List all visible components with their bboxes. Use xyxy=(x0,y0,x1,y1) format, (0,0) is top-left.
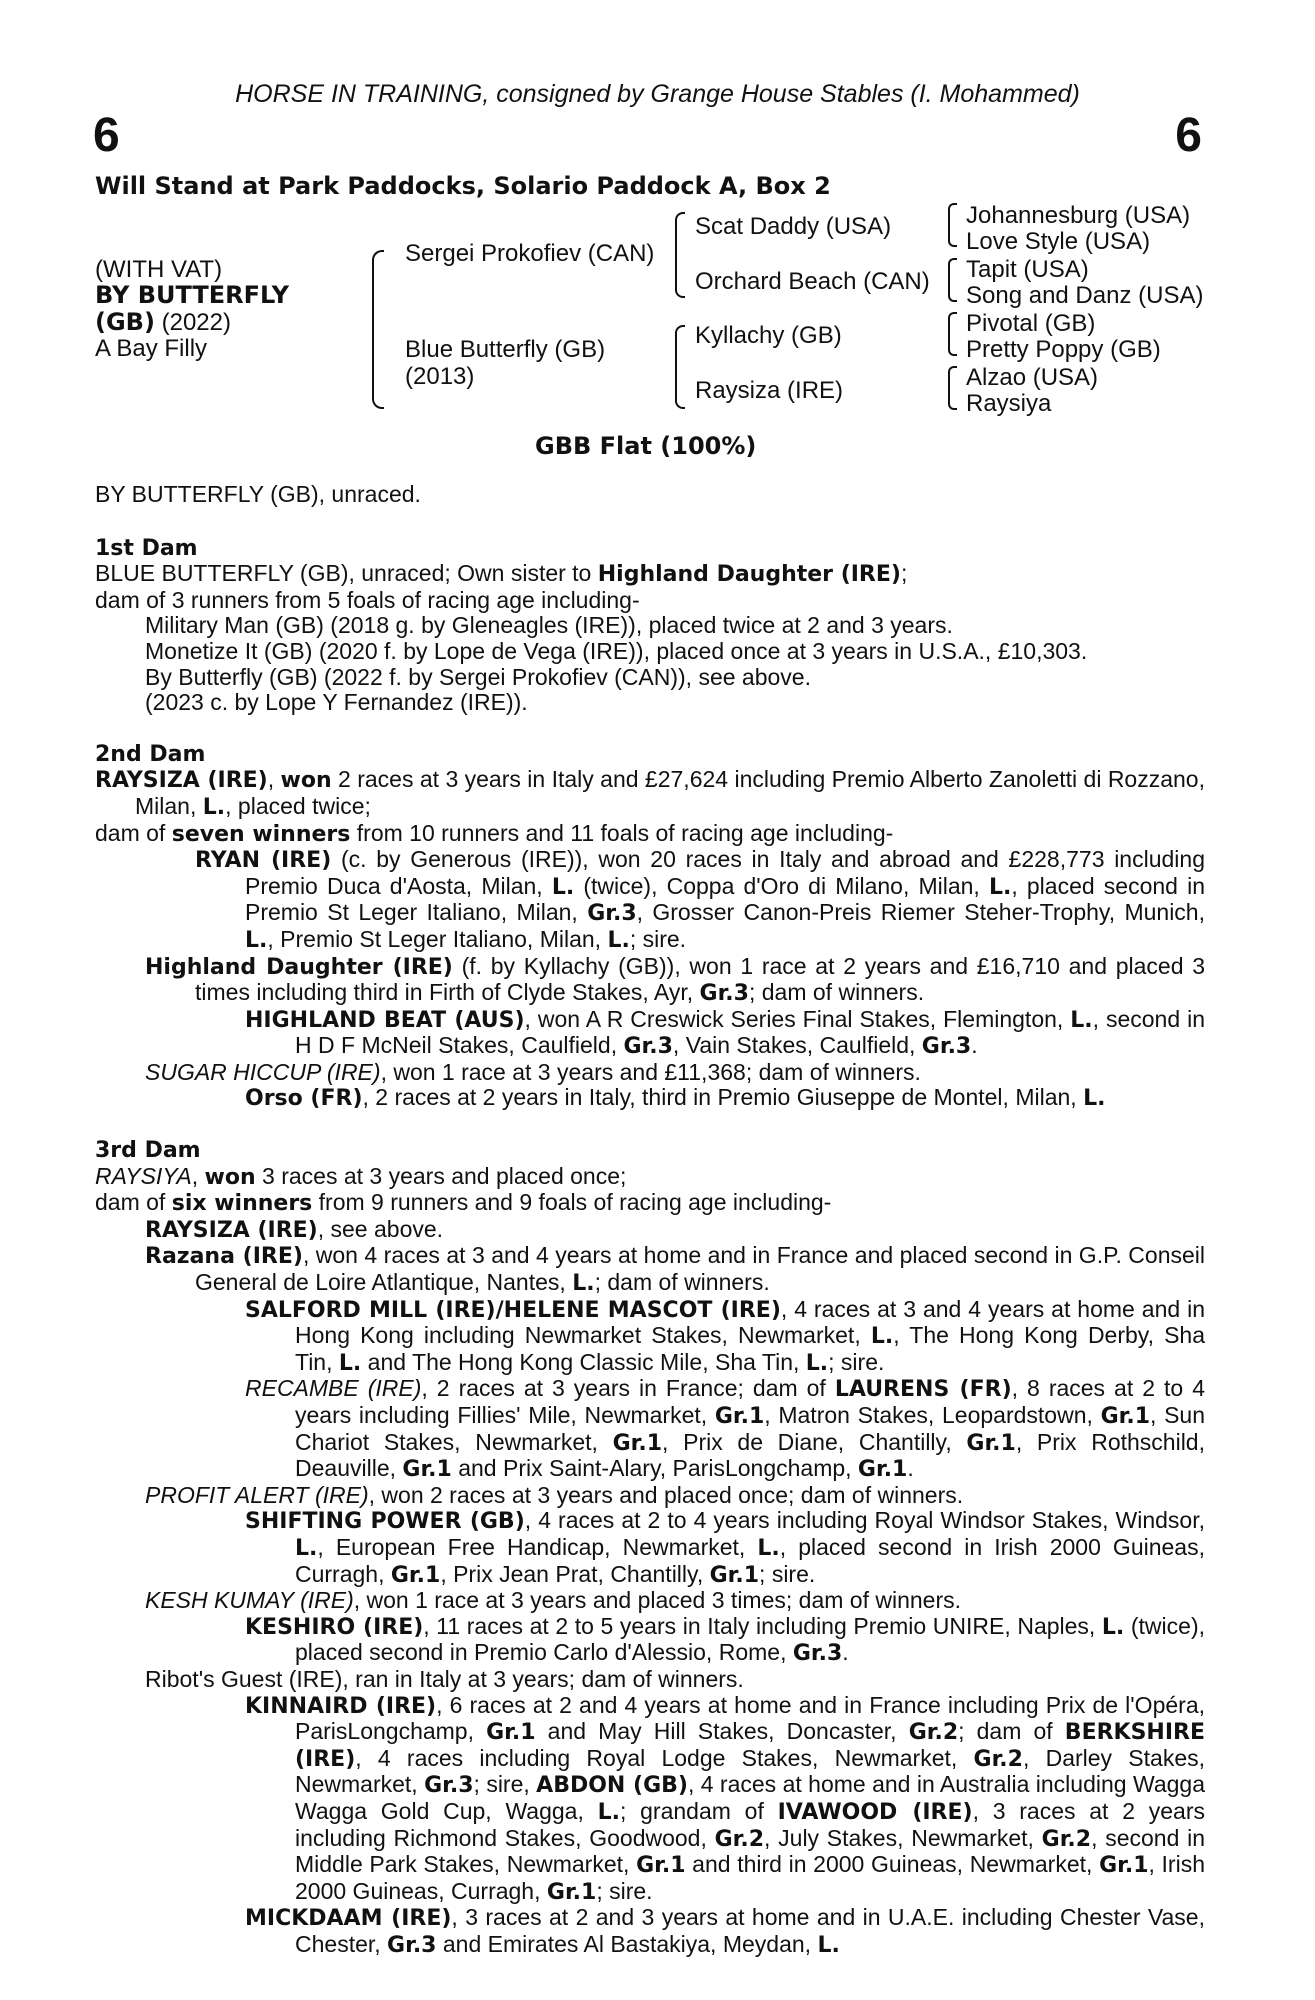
produce-salford-mill xyxy=(95,1297,1205,1377)
horse-origin-year xyxy=(95,308,231,337)
t: , placed second in Premio St Leger Italiano, Milan, xyxy=(245,872,1205,926)
pedigree-brace-2a xyxy=(675,212,685,298)
t: L. xyxy=(338,1350,362,1376)
t: , The Hong Kong Derby, Sha Tin, xyxy=(295,1322,1206,1375)
t: 3 races at 3 years and placed once; xyxy=(255,1162,627,1189)
t: Gr.1 xyxy=(402,1457,452,1483)
pedigree-dam-year: (2013) xyxy=(405,363,475,390)
produce-sugar-hiccup xyxy=(95,1060,1205,1086)
pedigree-g6: Pretty Poppy (GB) xyxy=(966,336,1161,363)
produce-recambe xyxy=(95,1376,1205,1482)
t: SHIFTING POWER (GB) xyxy=(245,1509,525,1535)
t: , 4 races at 3 and 4 years at home and in Hong Kong including Newmarket Stakes, Newmarket, xyxy=(295,1295,1205,1349)
t: KESHIRO (IRE) xyxy=(245,1614,424,1640)
t: HIGHLAND BEAT (AUS) xyxy=(245,1007,525,1033)
t: L. xyxy=(988,874,1012,900)
t: Highland Daughter (IRE) xyxy=(145,954,453,980)
t: , Sun Chariot Stakes, Newmarket, xyxy=(295,1402,1205,1455)
t: Gr.1 xyxy=(390,1562,441,1588)
t: , second in Middle Park Stakes, Newmarket, xyxy=(295,1824,1205,1878)
consignment-header: HORSE IN TRAINING, consigned by Grange House Stables (I. Mohammed) xyxy=(235,80,1080,108)
t: , Prix Jean Prat, Chantilly, xyxy=(440,1560,710,1587)
t: , placed twice; xyxy=(225,792,371,819)
t: Gr.1 xyxy=(714,1404,765,1429)
produce-highland-beat xyxy=(95,1007,1205,1060)
pedigree-brace-3a xyxy=(948,203,957,247)
t: , won 4 races at 3 and 4 years at home and in France and placed second in G.P. Conseil General de Loire Atlantique, Nantes, xyxy=(195,1242,1206,1296)
t: ; sire. xyxy=(759,1560,816,1587)
pedigree-g7: Alzao (USA) xyxy=(966,364,1099,391)
pedigree-dam-sire: Kyllachy (GB) xyxy=(695,322,842,349)
t: L. xyxy=(870,1324,894,1350)
third-dam-heading: 3rd Dam xyxy=(95,1138,201,1164)
t: SUGAR HICCUP (IRE) xyxy=(145,1058,381,1085)
t: , 6 races at 2 and 4 years at home and in France including Prix de l'Opéra, ParisLongchamp, xyxy=(295,1691,1205,1745)
pedigree-dam: Blue Butterfly (GB) xyxy=(405,336,606,363)
t: ; sire. xyxy=(596,1877,653,1904)
t: PROFIT ALERT (IRE) xyxy=(145,1481,369,1508)
produce-kesh-kumay xyxy=(95,1588,1205,1614)
t: Gr.2 xyxy=(714,1826,765,1852)
t: ; sire, xyxy=(473,1771,537,1798)
t: (twice), Coppa d'Oro di Milano, Milan, xyxy=(574,872,989,899)
t: from 10 runners and 11 foals of racing age including- xyxy=(350,819,894,846)
t: , July Stakes, Newmarket, xyxy=(764,1824,1042,1851)
third-dam-produce xyxy=(95,1190,1205,1217)
pedigree-g8: Raysiya xyxy=(966,390,1052,417)
t: , won 1 race at 3 years and placed 3 times; dam of winners. xyxy=(353,1587,962,1614)
pedigree-g4: Song and Danz (USA) xyxy=(966,282,1204,309)
t: , European Free Handicap, Newmarket, xyxy=(317,1533,758,1560)
t: L. xyxy=(1101,1614,1125,1640)
t: Gr.3 xyxy=(792,1641,843,1667)
t: LAURENS (FR) xyxy=(834,1377,1012,1403)
t: IVAWOOD (IRE) xyxy=(777,1799,973,1825)
dam-name: RAYSIZA (IRE) xyxy=(95,768,268,794)
t: seven winners xyxy=(171,821,351,847)
pedigree-g5: Pivotal (GB) xyxy=(966,310,1096,337)
t: , 3 races at 2 years including Richmond Stakes, Goodwood, xyxy=(295,1797,1205,1851)
t: , Darley Stakes, Newmarket, xyxy=(295,1744,1205,1798)
second-dam-produce xyxy=(95,821,1205,848)
pedigree-brace-2b xyxy=(675,325,685,409)
t: L. xyxy=(607,927,630,953)
t: ; sire. xyxy=(828,1348,885,1375)
t: , xyxy=(191,1162,205,1189)
t: , 4 races at home and in Australia including Wagga Wagga Gold Cup, Wagga, xyxy=(295,1771,1205,1824)
second-dam-line xyxy=(95,767,1205,820)
t: Razana (IRE) xyxy=(145,1244,303,1270)
t: six winners xyxy=(171,1191,313,1217)
t: ; sire. xyxy=(629,925,687,952)
race-record: BY BUTTERFLY (GB), unraced. xyxy=(95,481,421,507)
pedigree-brace-3b xyxy=(948,258,957,302)
t: Gr.3 xyxy=(623,1034,673,1060)
offspring-4: (2023 c. by Lope Y Fernandez (IRE)). xyxy=(145,689,528,716)
produce-raysiza xyxy=(95,1217,1205,1244)
t: MICKDAAM (IRE) xyxy=(245,1906,452,1932)
t: L. xyxy=(551,874,575,900)
produce-highland-daughter xyxy=(95,954,1205,1007)
t: from 9 runners and 9 foals of racing age including- xyxy=(312,1189,832,1216)
t: , 3 races at 2 and 3 years at home and in U.A.E. including Chester Vase, Chester, xyxy=(295,1904,1205,1957)
t: L. xyxy=(245,927,268,953)
first-dam-text: BLUE BUTTERFLY (GB), unraced; Own sister to xyxy=(95,560,598,587)
t: ; dam of xyxy=(958,1718,1065,1745)
produce-mickdaam xyxy=(95,1905,1205,1958)
first-dam-punct: ; xyxy=(900,560,908,587)
lot-number-left: 6 xyxy=(93,109,120,162)
t: , won 2 races at 3 years and placed once; dam of winners. xyxy=(368,1481,964,1508)
t: (twice), placed second in Premio Carlo d'Alessio, Rome, xyxy=(295,1612,1205,1666)
t: , placed second in Irish 2000 Guineas, Curragh, xyxy=(295,1533,1205,1587)
t: (f. by Kyllachy (GB)), won 1 race at 2 years and £16,710 and placed 3 times including third in Firth of Clyde Stakes, Ayr, xyxy=(195,952,1205,1006)
t: and May Hill Stakes, Doncaster, xyxy=(535,1718,909,1745)
t: dam of xyxy=(95,819,172,846)
t: SALFORD MILL (IRE)/HELENE MASCOT (IRE) xyxy=(245,1297,781,1323)
pedigree-brace-3d xyxy=(948,366,957,410)
t: Gr.1 xyxy=(486,1720,536,1746)
t: , Vain Stakes, Caulfield, xyxy=(672,1032,922,1059)
pedigree-g1: Johannesburg (USA) xyxy=(966,202,1191,229)
t: (c. by Generous (IRE)), won 20 races in Italy and abroad and £228,773 including Premio Duca d'Aosta, Milan, xyxy=(245,846,1205,899)
t: RYAN (IRE) xyxy=(195,848,332,874)
t: KESH KUMAY (IRE) xyxy=(145,1587,354,1614)
t: L. xyxy=(817,1932,840,1958)
pedigree-dam-dam: Raysiza (IRE) xyxy=(695,377,844,404)
t: RAYSIYA xyxy=(95,1162,192,1189)
stand-location: Will Stand at Park Paddocks, Solario Paddock A, Box 2 xyxy=(95,172,831,200)
pedigree-sire: Sergei Prokofiev (CAN) xyxy=(405,240,655,267)
second-dam-heading: 2nd Dam xyxy=(95,741,206,767)
vat-label: (WITH VAT) xyxy=(95,256,223,283)
offspring-2: Monetize It (GB) (2020 f. by Lope de Vega (IRE)), placed once at 3 years in U.S.A., £10,303. xyxy=(145,637,1088,664)
t: Gr.3 xyxy=(387,1932,437,1958)
t: . xyxy=(971,1032,978,1059)
t: KINNAIRD (IRE) xyxy=(245,1693,437,1719)
t: , Prix de Diane, Chantilly, xyxy=(662,1428,967,1455)
t: , Matron Stakes, Leopardstown, xyxy=(764,1402,1101,1428)
pedigree-g2: Love Style (USA) xyxy=(966,228,1151,255)
first-dam-line xyxy=(95,561,1205,588)
t: , xyxy=(267,766,281,793)
produce-ribots-guest: Ribot's Guest (IRE), ran in Italy at 3 years; dam of winners. xyxy=(145,1665,744,1692)
t: BERKSHIRE (IRE) xyxy=(295,1720,1205,1772)
t: 2 races at 3 years in Italy and £27,624 including Premio Alberto Zanoletti di Rozzano, Milan, xyxy=(135,766,1205,819)
t: Gr.1 xyxy=(546,1879,597,1905)
t: Gr.3 xyxy=(699,981,749,1007)
t: L. xyxy=(202,794,226,820)
pedigree-g3: Tapit (USA) xyxy=(966,256,1089,283)
t: won xyxy=(280,768,332,794)
t: dam of xyxy=(95,1189,172,1216)
horse-description: A Bay Filly xyxy=(95,335,208,362)
horse-origin: (GB) xyxy=(95,308,155,336)
t: Gr.1 xyxy=(1099,1853,1149,1879)
pedigree-sire-sire: Scat Daddy (USA) xyxy=(695,213,892,240)
offspring-1: Military Man (GB) (2018 g. by Gleneagles (IRE)), placed twice at 2 and 3 years. xyxy=(145,612,953,639)
t: , second in H D F McNeil Stakes, Caulfield, xyxy=(295,1005,1205,1059)
t: won xyxy=(204,1164,256,1190)
t: Orso (FR) xyxy=(245,1086,363,1112)
lot-number-right: 6 xyxy=(1175,109,1202,162)
offspring-3: By Butterfly (GB) (2022 f. by Sergei Prokofiev (CAN)), see above. xyxy=(145,663,811,690)
t: L. xyxy=(1083,1086,1106,1112)
t: Gr.1 xyxy=(636,1853,686,1879)
t: , 8 races at 2 to 4 years including Fillies' Mile, Newmarket, xyxy=(295,1375,1205,1428)
t: Gr.2 xyxy=(908,1720,959,1746)
t: , Grosser Canon-Preis Riemer Steher-Trophy, Munich, xyxy=(636,899,1205,926)
t: ABDON (GB) xyxy=(536,1773,688,1799)
t: Gr.2 xyxy=(973,1746,1023,1772)
t: Gr.2 xyxy=(1041,1826,1092,1852)
t: Gr.1 xyxy=(1100,1404,1150,1429)
produce-ryan xyxy=(95,847,1205,953)
t: ; grandam of xyxy=(620,1797,778,1824)
t: and third in 2000 Guineas, Newmarket, xyxy=(685,1851,1100,1878)
t: ; dam of winners. xyxy=(594,1269,770,1296)
t: L. xyxy=(1070,1007,1093,1033)
t: . xyxy=(907,1455,914,1482)
t: RAYSIZA (IRE) xyxy=(145,1217,318,1243)
t: and The Hong Kong Classic Mile, Sha Tin, xyxy=(361,1348,806,1375)
pedigree-brace-1 xyxy=(372,250,384,409)
t: , 2 races at 2 years in Italy, third in Premio Giuseppe de Montel, Milan, xyxy=(362,1084,1084,1111)
t: Gr.3 xyxy=(587,901,637,927)
t: L. xyxy=(757,1535,780,1561)
t: and Prix Saint-Alary, ParisLongchamp, xyxy=(451,1455,858,1482)
t: , Premio St Leger Italiano, Milan, xyxy=(267,925,608,952)
t: Gr.1 xyxy=(612,1430,663,1456)
horse-year: (2022) xyxy=(154,309,231,336)
t: , 4 races at 2 to 4 years including Royal Windsor Stakes, Windsor, xyxy=(524,1507,1206,1534)
t: L. xyxy=(295,1535,318,1561)
pedigree-brace-3c xyxy=(948,312,957,356)
t: , 11 races at 2 to 5 years in Italy including Premio UNIRE, Naples, xyxy=(423,1612,1102,1639)
t: , won 1 race at 3 years and £11,368; dam of winners. xyxy=(380,1058,921,1085)
produce-kinnaird xyxy=(95,1693,1205,1906)
pedigree-sire-dam: Orchard Beach (CAN) xyxy=(695,268,930,295)
t: Gr.3 xyxy=(424,1773,474,1799)
t: Gr.3 xyxy=(921,1034,972,1060)
gbb-rating: GBB Flat (100%) xyxy=(535,432,757,460)
produce-orso xyxy=(95,1085,1205,1112)
produce-razana xyxy=(95,1243,1205,1296)
first-dam-produce: dam of 3 runners from 5 foals of racing age including- xyxy=(95,586,640,613)
t: Gr.1 xyxy=(857,1457,908,1483)
t: , 2 races at 3 years in France; dam of xyxy=(421,1375,835,1402)
produce-shifting-power xyxy=(95,1508,1205,1588)
t: ; dam of winners. xyxy=(748,979,925,1006)
horse-name: BY BUTTERFLY xyxy=(95,281,289,309)
t: , Irish 2000 Guineas, Curragh, xyxy=(295,1851,1205,1904)
first-dam-sister: Highland Daughter (IRE) xyxy=(597,562,901,588)
t: , 4 races including Royal Lodge Stakes, Newmarket, xyxy=(355,1744,974,1771)
catalogue-body xyxy=(95,482,1205,1958)
t: , see above. xyxy=(317,1215,444,1242)
t: RECAMBE (IRE) xyxy=(245,1375,422,1402)
t: and Emirates Al Bastakiya, Meydan, xyxy=(436,1930,818,1957)
produce-keshiro xyxy=(95,1614,1205,1667)
t: L. xyxy=(572,1271,595,1297)
t: , Prix Rothschild, Deauville, xyxy=(295,1428,1205,1482)
produce-profit-alert xyxy=(95,1483,1205,1509)
t: L. xyxy=(597,1799,620,1825)
third-dam-line xyxy=(95,1164,1205,1191)
t: , won A R Creswick Series Final Stakes, Flemington, xyxy=(524,1005,1071,1032)
t: Gr.1 xyxy=(966,1430,1016,1456)
t: . xyxy=(842,1639,849,1666)
t: Gr.1 xyxy=(709,1562,760,1588)
first-dam-heading: 1st Dam xyxy=(95,535,198,561)
t: L. xyxy=(805,1350,829,1376)
